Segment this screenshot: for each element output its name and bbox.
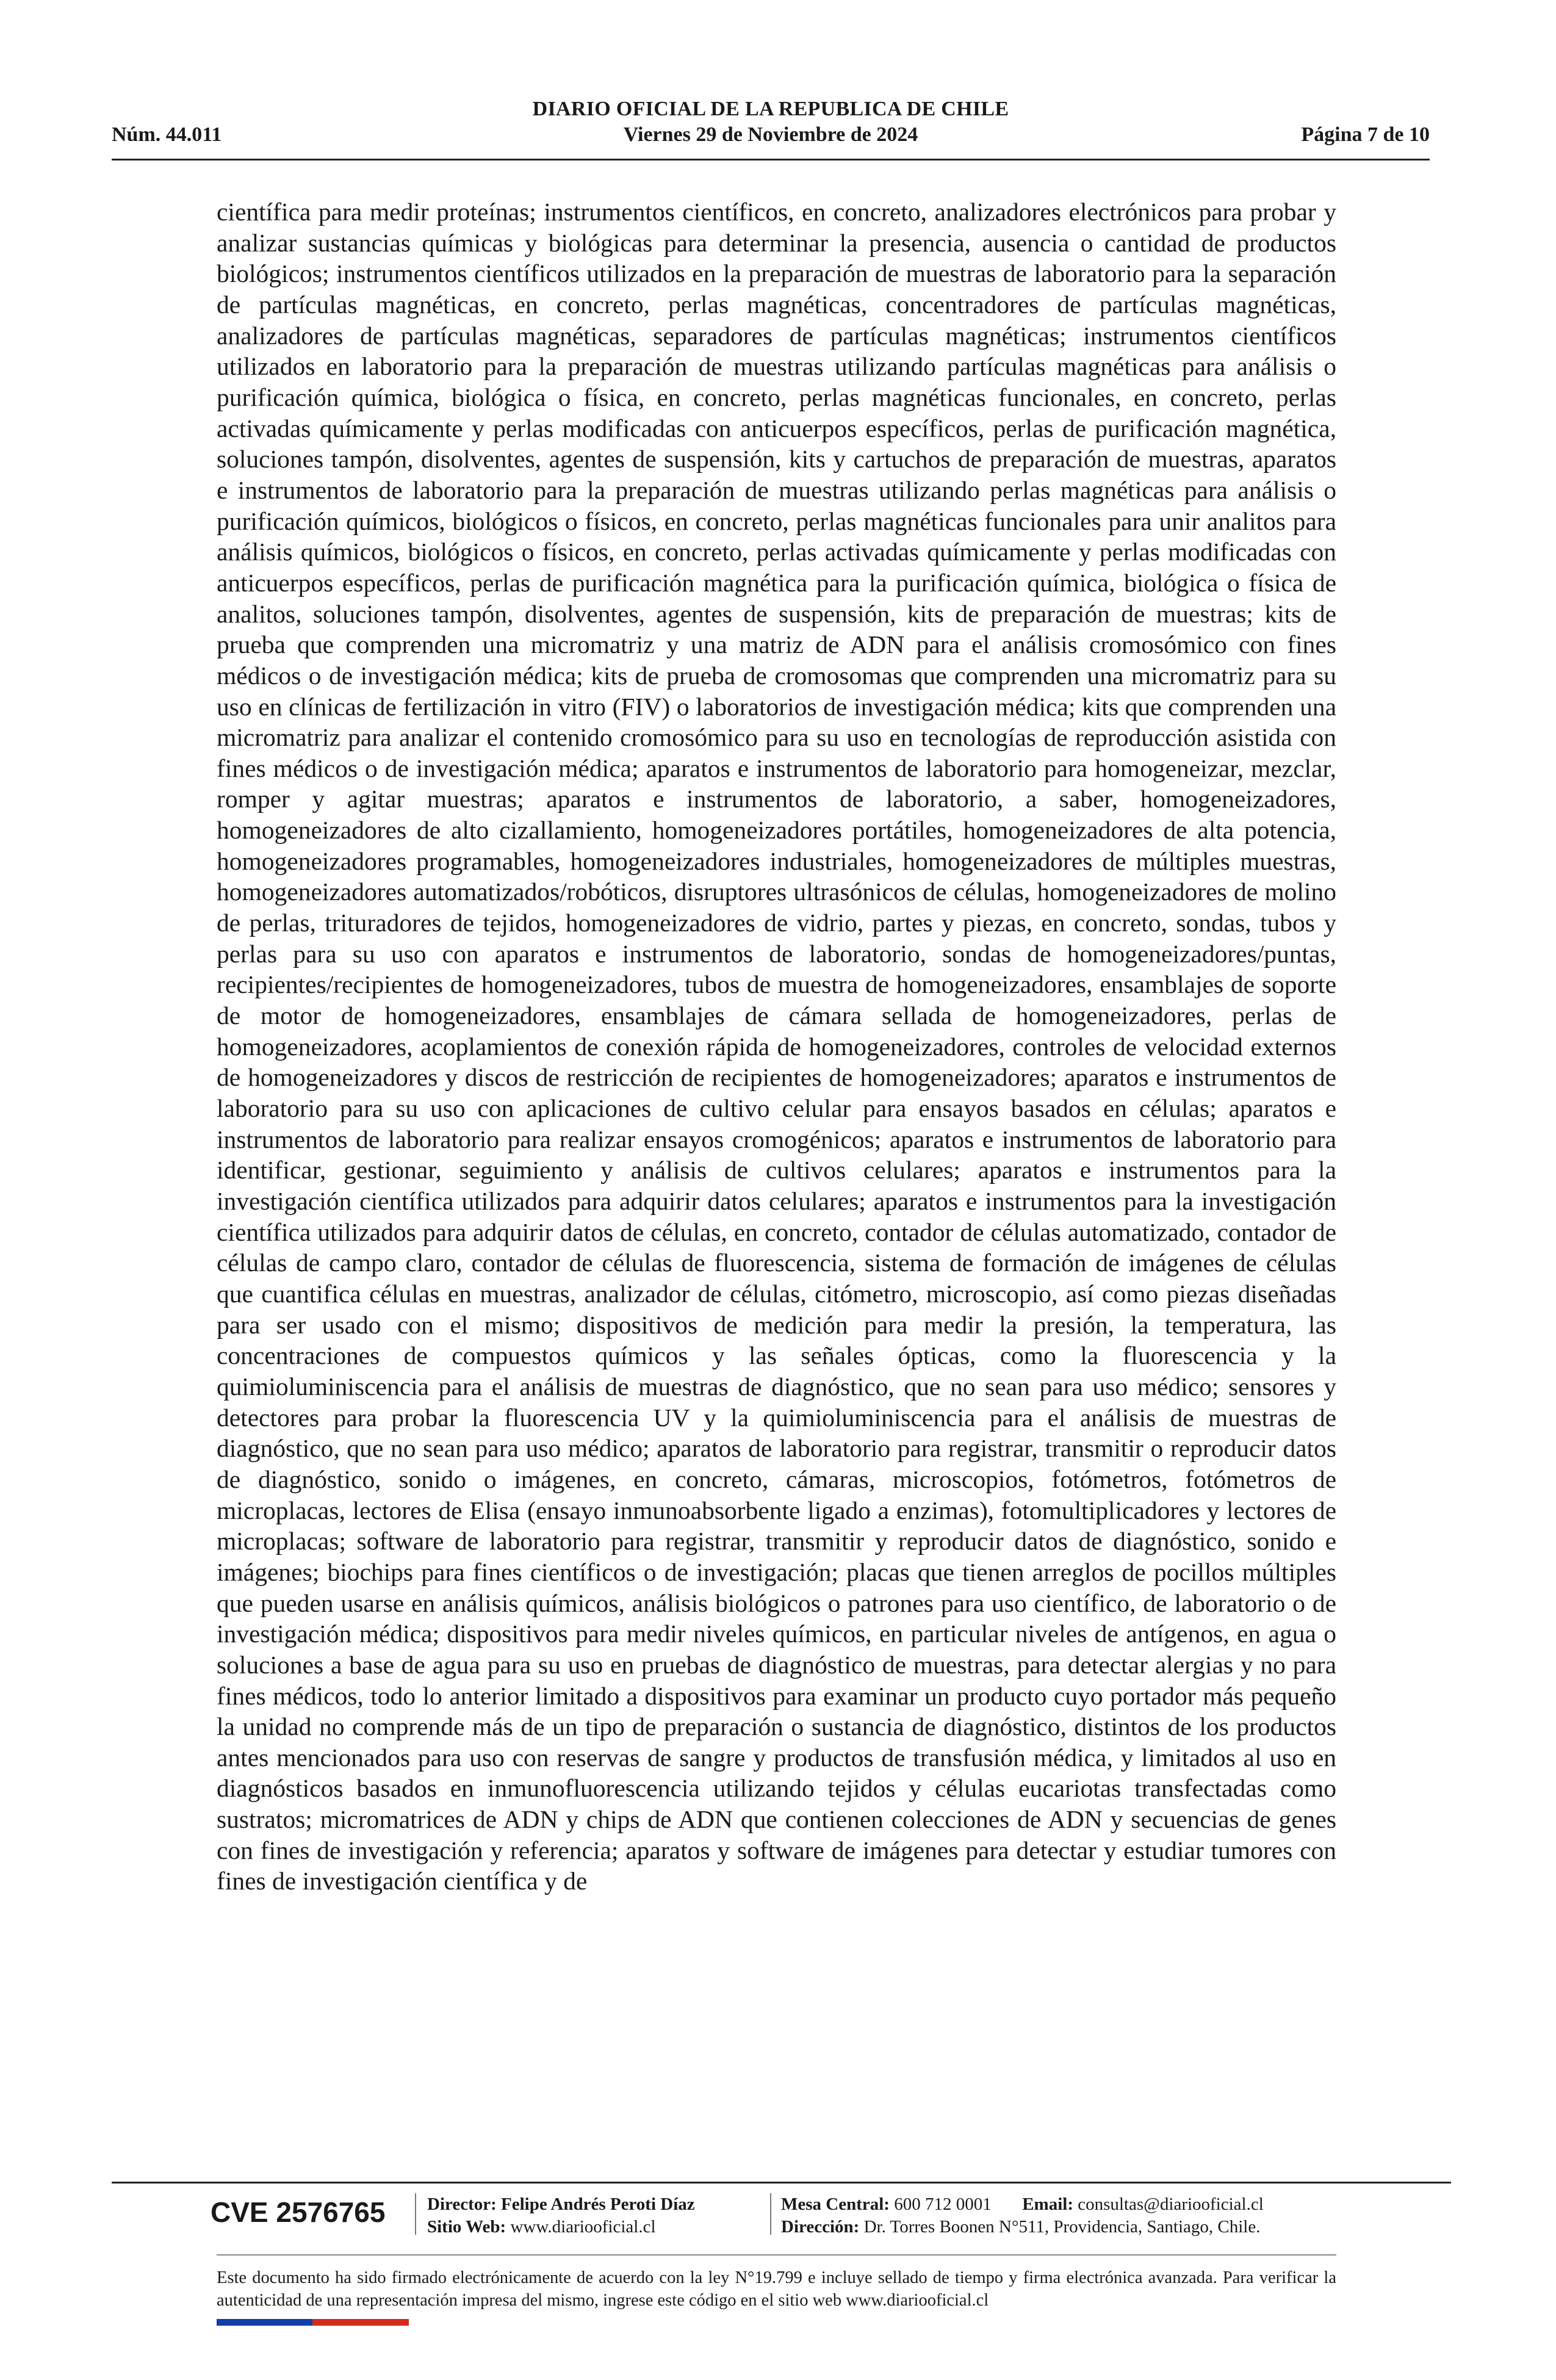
address-label: Dirección: xyxy=(781,2217,860,2237)
page-header xyxy=(112,92,1430,160)
cve-code: CVE 2576765 xyxy=(211,2196,386,2228)
mesa-central-phone: 600 712 0001 xyxy=(894,2194,992,2214)
publication-date: Viernes 29 de Noviembre de 2024 xyxy=(623,123,918,146)
flag-stripe-red xyxy=(312,2319,409,2326)
signature-notice: Este documento ha sido firmado electrónicamente de acuerdo con la ley N°19.799 e incluye sellado de tiempo y firma electrónica avanzada. Para verificar la autenticidad de una representación impresa del mismo, ingrese este código en el sitio web www.diariooficial.cl xyxy=(217,2254,1336,2312)
footer-director-block xyxy=(427,2193,695,2238)
footer-divider xyxy=(770,2193,771,2235)
footer-contact-block xyxy=(781,2193,1264,2238)
website-label: Sitio Web: xyxy=(427,2217,506,2237)
email-label: Email: xyxy=(1022,2194,1073,2214)
director-name: Felipe Andrés Peroti Díaz xyxy=(501,2194,695,2214)
website-link[interactable]: www.diariooficial.cl xyxy=(510,2217,656,2237)
publication-title: DIARIO OFICIAL DE LA REPUBLICA DE CHILE xyxy=(532,98,1009,120)
flag-stripe-blue-2 xyxy=(288,2319,313,2326)
footer-rule xyxy=(112,2182,1451,2183)
flag-stripe-blue xyxy=(217,2319,288,2326)
director-label: Director: xyxy=(427,2194,497,2214)
email-address[interactable]: consultas@diariooficial.cl xyxy=(1078,2194,1264,2214)
flag-color-bar xyxy=(217,2319,409,2326)
body-paragraph: científica para medir proteínas; instrumentos científicos, en concreto, analizadores electrónicos para probar y analizar sustancias químicas y biológicas para determinar la presencia, ausencia o cantidad de productos biológicos; instrumentos científicos utilizados en la preparación de muestras de laboratorio para la separación de partículas magnéticas, en concreto, perlas magnéticas, concentradores de partículas magnéticas, analizadores de partículas magnéticas, separadores de partículas magnéticas; instrumentos científicos utilizados en laboratorio para la preparación de muestras utilizando partículas magnéticas para análisis o purificación química, biológica o física, en concreto, perlas magnéticas funcionales, en concreto, perlas activadas químicamente y perlas modificadas con anticuerpos específicos, perlas de purificación magnética, soluciones tampón, disolventes, agentes de suspensión, kits y cartuchos de preparación de muestras, aparatos e instrumentos de laboratorio para la preparación de muestras utilizando perlas magnéticas para análisis o purificación químicos, biológicos o físicos, en concreto, perlas magnéticas funcionales para unir analitos para análisis químicos, biológicos o físicos, en concreto, perlas activadas químicamente y perlas modificadas con anticuerpos específicos, perlas de purificación magnética para la purificación química, biológica o física de analitos, soluciones tampón, disolventes, agentes de suspensión, kits de preparación de muestras; kits de prueba que comprenden una micromatriz y una matriz de ADN para el análisis cromosómico con fines médicos o de investigación médica; kits de prueba de cromosomas que comprenden una micromatriz para su uso en clínicas de fertilización in vitro (FIV) o laboratorios de investigación médica; kits que comprenden una micromatriz para analizar el contenido cromosómico para su uso en tecnologías de reproducción asistida con fines médicos o de investigación médica; aparatos e instrumentos de laboratorio para homogeneizar, mezclar, romper y agitar muestras; aparatos e instrumentos de laboratorio, a saber, homogeneizadores, homogeneizadores de alto cizallamiento, homogeneizadores portátiles, homogeneizadores de alta potencia, homogeneizadores programables, homogeneizadores industriales, homogeneizadores de múltiples muestras, homogeneizadores automatizados/robóticos, disruptores ultrasónicos de células, homogeneizadores de molino de perlas, trituradores de tejidos, homogeneizadores de vidrio, partes y piezas, en concreto, sondas, tubos y perlas para su uso con aparatos e instrumentos de laboratorio, sondas de homogeneizadores/puntas, recipientes/recipientes de homogeneizadores, tubos de muestra de homogeneizadores, ensamblajes de soporte de motor de homogeneizadores, ensamblajes de cámara sellada de homogeneizadores, perlas de homogeneizadores, acoplamientos de conexión rápida de homogeneizadores, controles de velocidad externos de homogeneizadores y discos de restricción de recipientes de homogeneizadores; aparatos e instrumentos de laboratorio para su uso con aplicaciones de cultivo celular para ensayos basados en células; aparatos e instrumentos de laboratorio para realizar ensayos cromogénicos; aparatos e instrumentos de laboratorio para identificar, gestionar, seguimiento y análisis de cultivos celulares; aparatos e instrumentos para la investigación científica utilizados para adquirir datos celulares; aparatos e instrumentos para la investigación científica utilizados para adquirir datos de células, en concreto, contador de células automatizado, contador de células de campo claro, contador de células de fluorescencia, sistema de formación de imágenes de células que cuantifica células en muestras, analizador de células, citómetro, microscopio, así como piezas diseñadas para ser usado con el mismo; dispositivos de medición para medir la presión, la temperatura, las concentraciones de compuestos químicos y las señales ópticas, como la fluorescencia y la quimioluminiscencia para el análisis de muestras de diagnóstico, que no sean para uso médico; sensores y detectores para probar la fluorescencia UV y la quimioluminiscencia para el análisis de muestras de diagnóstico, que no sean para uso médico; aparatos de laboratorio para registrar, transmitir o reproducir datos de diagnóstico, sonido o imágenes, en concreto, cámaras, microscopios, fotómetros, fotómetros de microplacas, lectores de Elisa (ensayo inmunoabsorbente ligado a enzimas), fotomultiplicadores y lectores de microplacas; software de laboratorio para registrar, transmitir y reproducir datos de diagnóstico, sonido e imágenes; biochips para fines científicos o de investigación; placas que tienen arreglos de pocillos múltiples que pueden usarse en análisis químicos, análisis biológicos o patrones para uso científico, de laboratorio o de investigación médica; dispositivos para medir niveles químicos, en particular niveles de antígenos, en agua o soluciones a base de agua para su uso en pruebas de diagnóstico de muestras, para detectar alergias y no para fines médicos, todo lo anterior limitado a dispositivos para examinar un producto cuyo portador más pequeño la unidad no comprende más de un tipo de preparación o sustancia de diagnóstico, distintos de los productos antes mencionados para uso con reservas de sangre y productos de transfusión médica, y limitados al uso en diagnósticos basados en inmunofluorescencia utilizando tejidos y células eucariotas transfectadas como sustratos; micromatrices de ADN y chips de ADN que contienen colecciones de ADN y secuencias de genes con fines de investigación y referencia; aparatos y software de imágenes para detectar y estudiar tumores con fines de investigación científica y de xyxy=(217,198,1336,1895)
address-value: Dr. Torres Boonen N°511, Providencia, Santiago, Chile. xyxy=(863,2217,1261,2237)
footer-divider xyxy=(415,2193,416,2235)
mesa-central-label: Mesa Central: xyxy=(781,2194,890,2214)
issue-number: Núm. 44.011 xyxy=(112,123,222,146)
page-indicator: Página 7 de 10 xyxy=(1301,123,1430,146)
